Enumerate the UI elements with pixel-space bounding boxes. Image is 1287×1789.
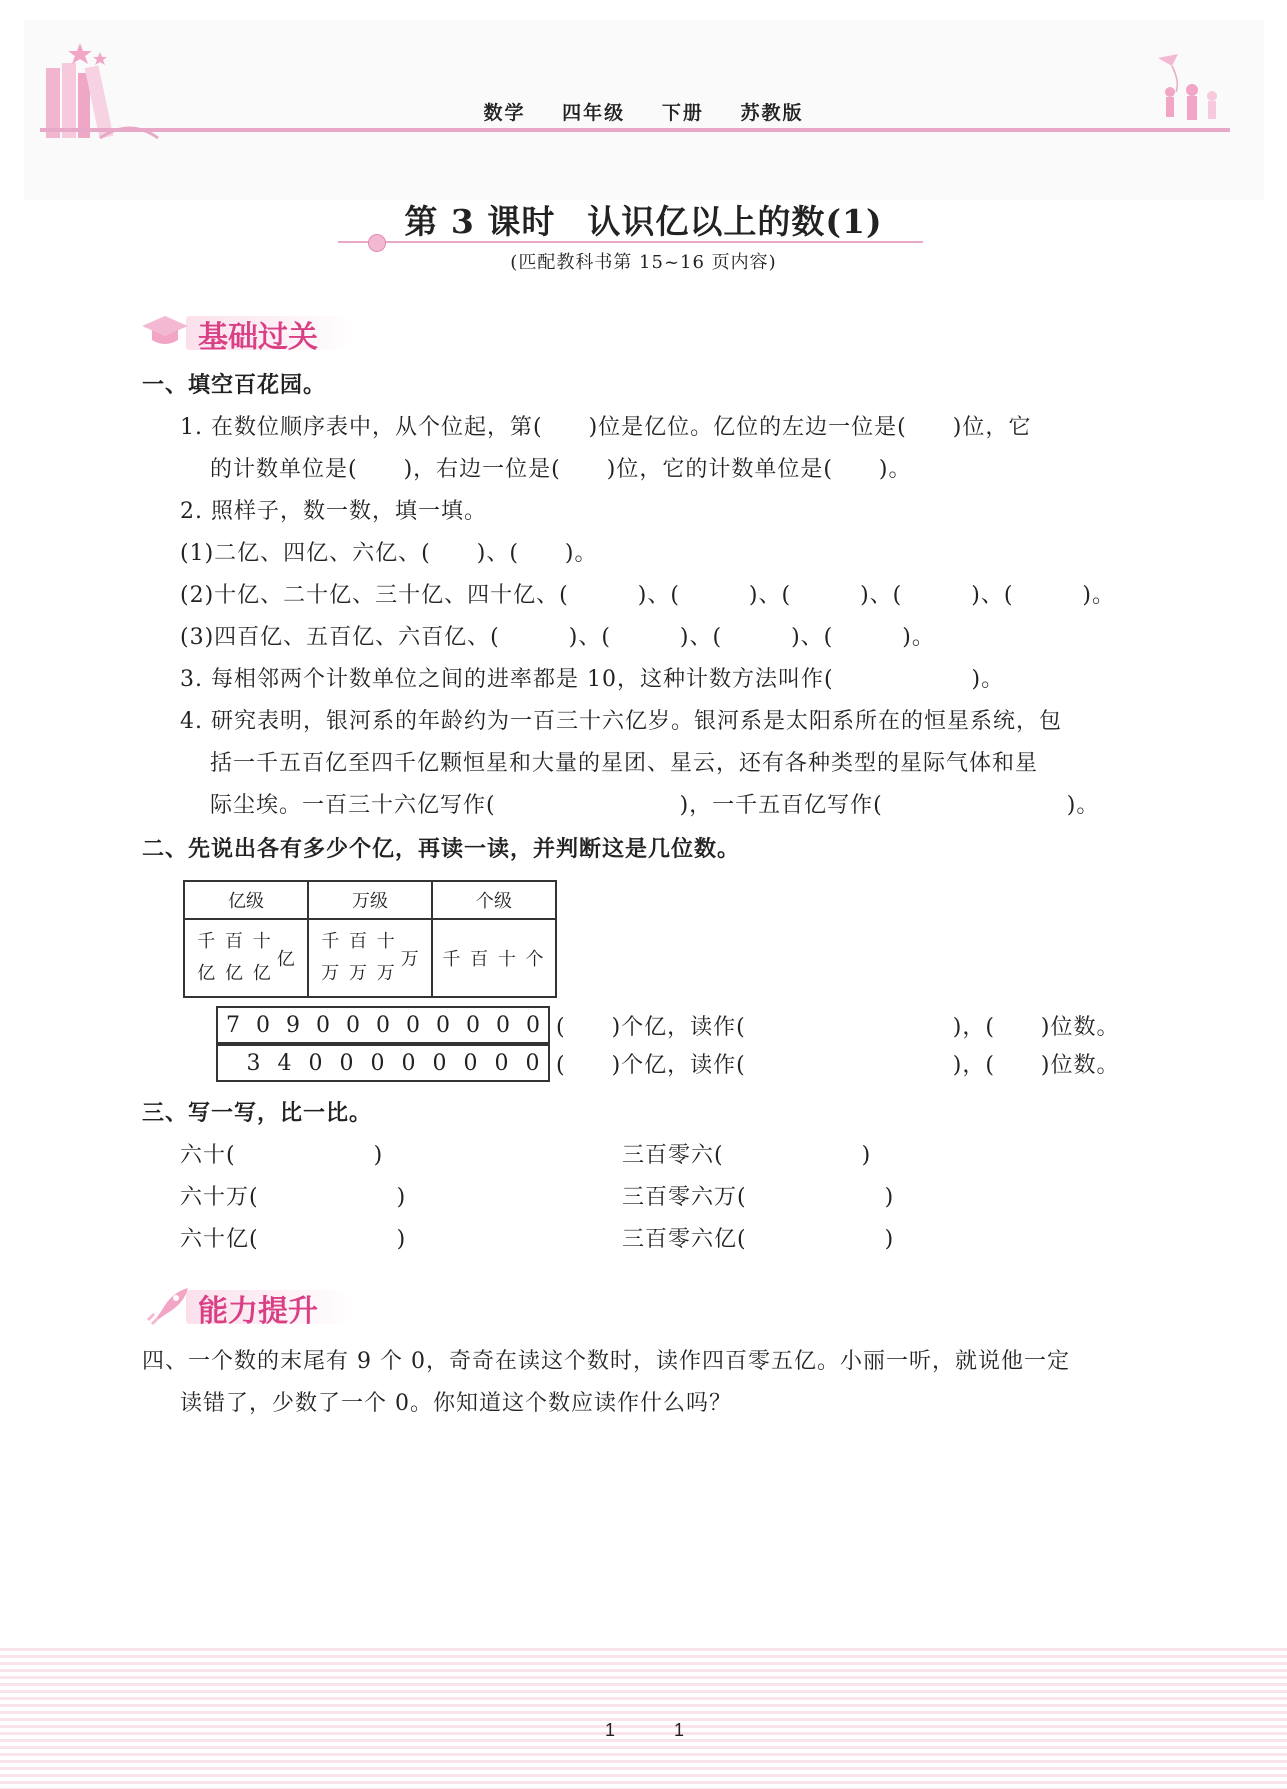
digit: 0: [436, 1012, 450, 1038]
yi-top: 千 百 十: [197, 931, 273, 952]
digit: 0: [466, 1012, 480, 1038]
wan-bottom: 万 万 万: [321, 963, 397, 984]
q3-left-1: 六十( ): [180, 1143, 384, 1168]
yi-bottom: 亿 亿 亿: [197, 963, 273, 984]
number-box-2: [216, 1044, 550, 1082]
q2-answer-2: ( )个亿，读作( )，( )位数。: [556, 1053, 1120, 1078]
q1-item1-line2: 的计数单位是( )，右边一位是( )位，它的计数单位是( )。: [210, 457, 912, 482]
section-title-basic: 基础过关: [198, 320, 318, 355]
digit: 4: [277, 1050, 292, 1076]
digit: 0: [525, 1050, 540, 1076]
wan-top: 千 百 十: [321, 931, 397, 952]
digit: 0: [496, 1012, 510, 1038]
q1-item4-line2: 括一千五百亿至四千亿颗恒星和大量的星团、星云，还有各种类型的星际气体和星: [210, 751, 1039, 776]
q2-answer-1: ( )个亿，读作( )，( )位数。: [556, 1015, 1120, 1040]
group-wan: 万级: [308, 881, 432, 919]
yi-columns: [184, 919, 308, 997]
digit: 0: [401, 1050, 416, 1076]
q3-right-3: 三百零六亿( ): [622, 1227, 895, 1252]
page-number-right: 1: [674, 1720, 685, 1740]
header-grade: 四年级: [562, 102, 626, 124]
digit: 0: [406, 1012, 420, 1038]
rocket-icon: [144, 1284, 192, 1328]
q3-left-3: 六十亿( ): [180, 1227, 407, 1252]
graduation-cap-icon: [140, 310, 190, 352]
q1-heading: 一、填空百花园。: [142, 372, 327, 398]
q3-left-2: 六十万( ): [180, 1185, 407, 1210]
group-yi: 亿级: [184, 881, 308, 919]
q3-right-2: 三百零六万( ): [622, 1185, 895, 1210]
digit: 0: [376, 1012, 390, 1038]
q1-item2: 2. 照样子，数一数，填一填。: [180, 499, 487, 524]
group-ge: 个级: [432, 881, 556, 919]
digit: 0: [432, 1050, 447, 1076]
q3-heading: 三、写一写，比一比。: [142, 1100, 373, 1126]
header-volume: 下册: [661, 102, 704, 124]
digit: 0: [463, 1050, 478, 1076]
q1-item2-3: (3)四百亿、五百亿、六百亿、( )、( )、( )、( )。: [180, 625, 935, 650]
q4-line2: 读错了，少数了一个 0。你知道这个数应读作什么吗？: [180, 1391, 732, 1416]
q4-line1: 四、一个数的末尾有 9 个 0，奇奇在读这个数时，读作四百零五亿。小丽一听，就说他一定: [142, 1349, 1070, 1374]
digit: 0: [316, 1012, 330, 1038]
footer-stripes: [0, 1648, 1287, 1789]
page-title: [0, 196, 1287, 243]
place-value-table: [183, 880, 557, 998]
digit: 0: [256, 1012, 270, 1038]
digit: 9: [286, 1012, 300, 1038]
digit: 0: [526, 1012, 540, 1038]
digit: 0: [494, 1050, 509, 1076]
q3-right-1: 三百零六( ): [622, 1143, 872, 1168]
header-rule: [40, 128, 1230, 132]
q1-item4-line3: 际尘埃。一百三十六亿写作( )，一千五百亿写作( )。: [210, 793, 1100, 818]
digit: 0: [370, 1050, 385, 1076]
section-title-advanced: 能力提升: [198, 1294, 318, 1329]
ge-columns: 千 百 十 个: [432, 919, 556, 997]
lesson-number: 第 3 课时: [404, 202, 556, 241]
q1-item2-2: (2)十亿、二十亿、三十亿、四十亿、( )、( )、( )、( )、( )。: [180, 583, 1115, 608]
q1-item2-1: (1)二亿、四亿、六亿、( )、( )。: [180, 541, 598, 566]
page-subtitle: (匹配教科书第 15~16 页内容): [510, 252, 777, 273]
section-badge-basic: [140, 310, 380, 355]
q2-heading: 二、先说出各有多少个亿，再读一读，并判断这是几位数。: [142, 836, 741, 862]
page-number-left: 1: [605, 1720, 616, 1740]
q1-item3: 3. 每相邻两个计数单位之间的进率都是 10，这种计数方法叫作( )。: [180, 667, 1005, 692]
digit: 0: [308, 1050, 323, 1076]
section-badge-advanced: [140, 1284, 380, 1329]
header-edition: 苏教版: [740, 102, 804, 124]
digit: 0: [346, 1012, 360, 1038]
digit: 7: [226, 1012, 240, 1038]
q1-item1-line1: 1. 在数位顺序表中，从个位起，第( )位是亿位。亿位的左边一位是( )位，它: [180, 415, 1032, 440]
header-text: [0, 98, 1287, 125]
number-box-1: [216, 1006, 550, 1044]
lesson-topic: 认识亿以上的数(1): [587, 202, 883, 241]
q1-item4-line1: 4. 研究表明，银河系的年龄约为一百三十六亿岁。银河系是太阳系所在的恒星系统，包: [180, 709, 1062, 734]
digit: 3: [246, 1050, 261, 1076]
title-rule: [338, 241, 923, 243]
wan-unit: 万: [400, 949, 419, 970]
yi-unit: 亿: [276, 949, 295, 970]
digit: 0: [339, 1050, 354, 1076]
wan-columns: [308, 919, 432, 997]
header-subject: 数学: [483, 102, 526, 124]
